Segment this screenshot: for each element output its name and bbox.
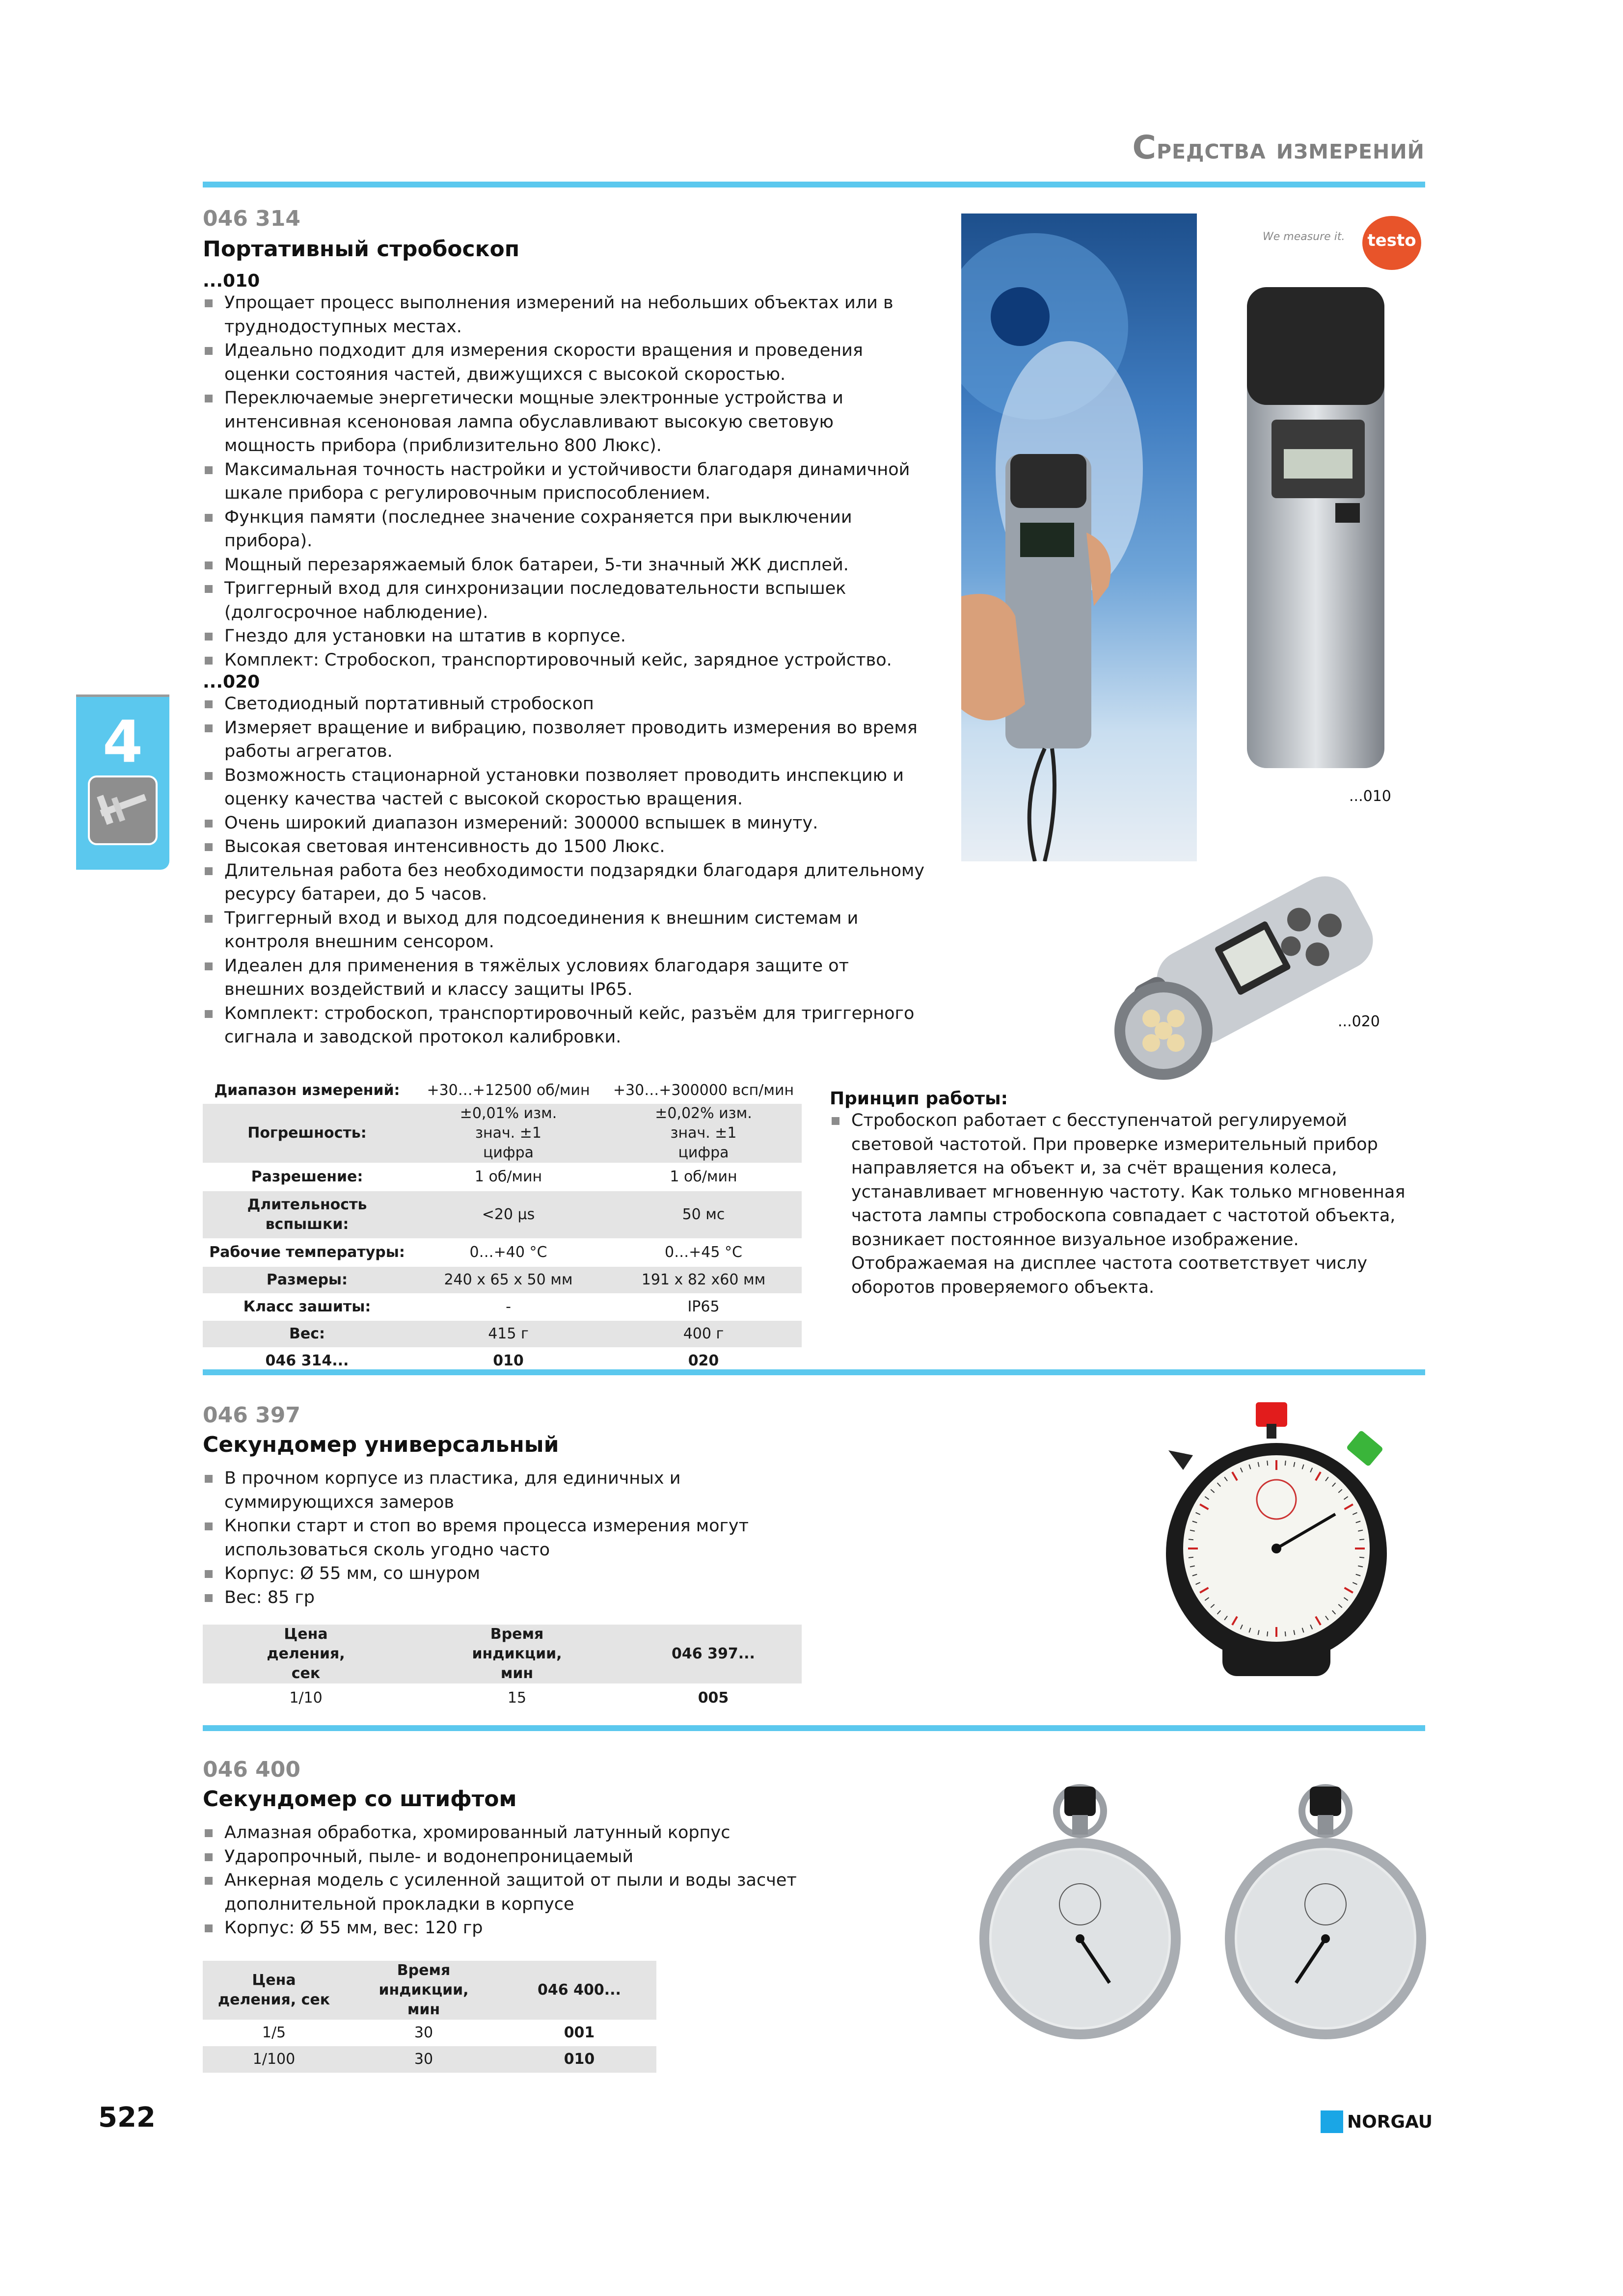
dial-tick [1359,1557,1364,1558]
table-cell: 400 г [605,1321,802,1347]
list-item: Алмазная обработка, хромированный латунный корпус [203,1821,841,1845]
list-item: Высокая световая интенсивность до 1500 Люкс. [203,835,929,859]
dial-tick [1359,1539,1364,1540]
stopwatch-plastic-photo [1149,1396,1404,1691]
table-cell: ±0,02% изм. знач. ±1 цифра [605,1104,802,1163]
list-item: Комплект: Стробоскоп, транспортировочный кейс, зарядное устройство. [203,648,929,672]
stopwatch-metal-photo-2 [1222,1777,1429,2052]
table-row [203,2046,656,2073]
strobe-spec-table [203,1077,802,1375]
list-item: Гнездо для установки на штатив в корпусе. [203,624,929,648]
list-item: Ударопрочный, пыле- и водонепроницаемый [203,1845,841,1869]
dial-tick [1267,1461,1268,1466]
variant-020-list [203,692,929,1049]
table-cell: - [506,1298,511,1315]
principle-block [830,1089,1429,1299]
table-cell: 191 x 82 x60 мм [605,1267,802,1293]
table-header-cell: Цена деления, сек [203,1625,409,1683]
table-row [203,1163,802,1191]
photo-label-010: ...010 [1349,788,1391,805]
table-row [203,1321,802,1347]
table-cell: 046 314... [265,1352,349,1369]
table-row [203,1267,802,1293]
table-cell: 30 [345,2046,502,2073]
table-cell: 1/100 [203,2046,345,2073]
table-header-cell: 046 397... [625,1625,802,1683]
table-cell: 0…+40 °C [469,1244,547,1261]
top-rule [203,182,1425,187]
brand-name: NORGAU [1347,2111,1433,2132]
table-cell: 15 [507,1689,527,1707]
table-cell: Длительность вспышки: [203,1191,411,1238]
table-cell: Рабочие температуры: [209,1244,405,1261]
section-title [1133,129,1425,166]
table-cell: 010 [493,1352,524,1369]
principle-list [830,1109,1429,1299]
table-cell: 1/5 [262,2024,286,2041]
table-cell: +30…+12500 об/мин [427,1082,590,1099]
table-cell: Класс зашиты: [243,1298,371,1315]
section-rule [203,1369,1425,1375]
list-item: Вес: 85 гр [203,1586,767,1610]
table-header-cell: Время индикции, мин [345,1961,502,2020]
norgau-logo-square [1321,2110,1343,2133]
table-cell: 30 [414,2024,433,2041]
principle-text: Стробоскоп работает с бесступенчатой регулируемой световой частотой. При проверке измерительный прибор направляется на объект и, за счёт вращения колеса, устанавливает мгновенную частоту. Как только мгновенная частота лампы стробоскопа совпадает с частотой объекта, возникает постоянное визуальное изображение. Отображаемая на дисплее частота соответствует числу оборотов проверяемого объекта. [830,1109,1429,1299]
table-row [203,1238,802,1267]
photo-label-020: ...020 [1338,1013,1380,1030]
variant-010-label: ...010 [203,271,260,291]
table-cell: 50 мс [605,1191,802,1238]
table-cell: 020 [688,1352,719,1369]
table-row [203,1104,802,1163]
stopwatch1-list [203,1467,767,1609]
table-row [203,1191,802,1238]
table-header-cell: Цена деления, сек [203,1961,345,2020]
testo-logo-text: testo [1367,231,1416,250]
chapter-number: 4 [102,708,143,775]
brand-tagline: We measure it. [1263,231,1345,243]
table-cell: 1/10 [289,1689,323,1707]
variant-010-list [203,291,929,672]
list-item: Измеряет вращение и вибрацию, позволяет проводить измерения во время работы агрегатов. [203,716,929,764]
list-item: Корпус: Ø 55 мм, вес: 120 гр [203,1916,841,1940]
table-header-row [203,1625,802,1683]
list-item: Переключаемые энергетически мощные электронные устройства и интенсивная ксеноновая лампа обуславливают высокую световую мощность прибора (приблизительно 800 Люкс). [203,386,929,458]
strobe-photo-020 [1105,834,1399,1099]
list-item: Идеально подходит для измерения скорости вращения и проведения оценки состояния частей, движущихся с высокой скоростью. [203,339,929,386]
table-header-cell: Время индикции, мин [409,1625,625,1683]
dial-tick [1189,1557,1193,1558]
table-cell: Разрешение: [251,1168,363,1185]
table-cell: 240 x 65 x 50 мм [411,1267,605,1293]
stopwatch-metal-photo-1 [977,1777,1183,2052]
chapter-tab[interactable] [76,697,169,870]
product-title: Секундомер универсальный [203,1432,559,1457]
stopwatch2-table [203,1961,656,2073]
product-code: 046 397 [203,1403,301,1428]
list-item: Упрощает процесс выполнения измерений на небольших объектах или в труднодоступных местах. [203,291,929,339]
list-item: Кнопки старт и стоп во время процесса измерения могут использоваться сколь угодно часто [203,1514,767,1562]
strobe-photo-010 [1237,282,1394,773]
stopwatch2-list [203,1821,841,1940]
table-cell: Вес: [203,1321,411,1347]
table-cell: Погрешность: [203,1104,411,1163]
list-item: Очень широкий диапазон измерений: 300000 вспышек в минуту. [203,811,929,835]
dial-tick [1285,1461,1286,1466]
table-row [203,2020,656,2046]
dial-tick [1267,1631,1268,1636]
table-cell: 1 об/мин [670,1168,737,1185]
list-item: Корпус: Ø 55 мм, со шнуром [203,1562,767,1586]
brand-footer [1321,2110,1433,2133]
table-cell: 0…+45 °C [665,1244,742,1261]
list-item: Максимальная точность настройки и устойчивости благодаря динамичной шкале прибора с регулировочным приспособлением. [203,458,929,506]
list-item: Длительная работа без необходимости подзарядки благодаря длительному ресурсу батареи, до 5 часов. [203,859,929,907]
table-row [203,1683,802,1713]
page-number: 522 [98,2102,156,2134]
product-title: Портативный стробоскоп [203,237,520,262]
list-item: В прочном корпусе из пластика, для единичных и суммирующихся замеров [203,1467,767,1514]
table-cell: 001 [564,2024,595,2041]
product-code: 046 400 [203,1757,301,1782]
table-cell: <20 µs [411,1191,605,1238]
stopwatch1-table [203,1625,802,1713]
section-title-cap: С [1132,129,1157,166]
list-item: Комплект: стробоскоп, транспортировочный кейс, разъём для триггерного сигнала и заводской протокол калибровки. [203,1002,929,1049]
caliper-icon [88,775,158,845]
table-header-cell: 046 400... [502,1961,656,2020]
section-rule [203,1725,1425,1731]
table-row [203,1077,802,1104]
product-title: Секундомер со штифтом [203,1787,517,1812]
table-cell: 1 об/мин [474,1168,542,1185]
strobe-photo-hand [961,214,1197,861]
table-row [203,1293,802,1321]
dial-tick [1285,1631,1286,1636]
tab-rule [76,694,169,697]
table-cell: IP65 [687,1298,720,1315]
list-item: Триггерный вход и выход для подсоединения к внешним системам и контроля внешним сенсором. [203,907,929,954]
table-header-row [203,1961,656,2020]
testo-logo [1362,216,1421,270]
section-title-rest: редства измерений [1156,132,1425,165]
table-cell: 415 г [411,1321,605,1347]
table-cell: +30…+300000 всп/мин [613,1082,794,1099]
dial-tick [1189,1539,1193,1540]
list-item: Возможность стационарной установки позволяет проводить инспекцию и оценку качества частей с высокой скоростью вращения. [203,764,929,811]
list-item: Функция памяти (последнее значение сохраняется при выключении прибора). [203,506,929,553]
table-cell: Размеры: [203,1267,411,1293]
list-item: Светодиодный портативный стробоскоп [203,692,929,716]
product-code: 046 314 [203,206,301,231]
list-item: Анкерная модель с усиленной защитой от пыли и воды засчет дополнительной прокладки в корпусе [203,1869,841,1916]
list-item: Мощный перезаряжаемый блок батареи, 5-ти значный ЖК дисплей. [203,553,929,577]
variant-020-label: ...020 [203,672,260,692]
table-cell: 010 [502,2046,656,2073]
table-cell: ±0,01% изм. знач. ±1 цифра [411,1104,605,1163]
principle-title: Принцип работы: [830,1089,1008,1109]
table-cell: 005 [698,1689,729,1707]
list-item: Триггерный вход для синхронизации последовательности вспышек (долгосрочное наблюдение). [203,577,929,624]
table-cell: Диапазон измерений: [214,1082,400,1099]
strobe-description [203,271,929,1049]
list-item: Идеален для применения в тяжёлых условиях благодаря защите от внешних воздействий и классу защиты IP65. [203,954,929,1002]
